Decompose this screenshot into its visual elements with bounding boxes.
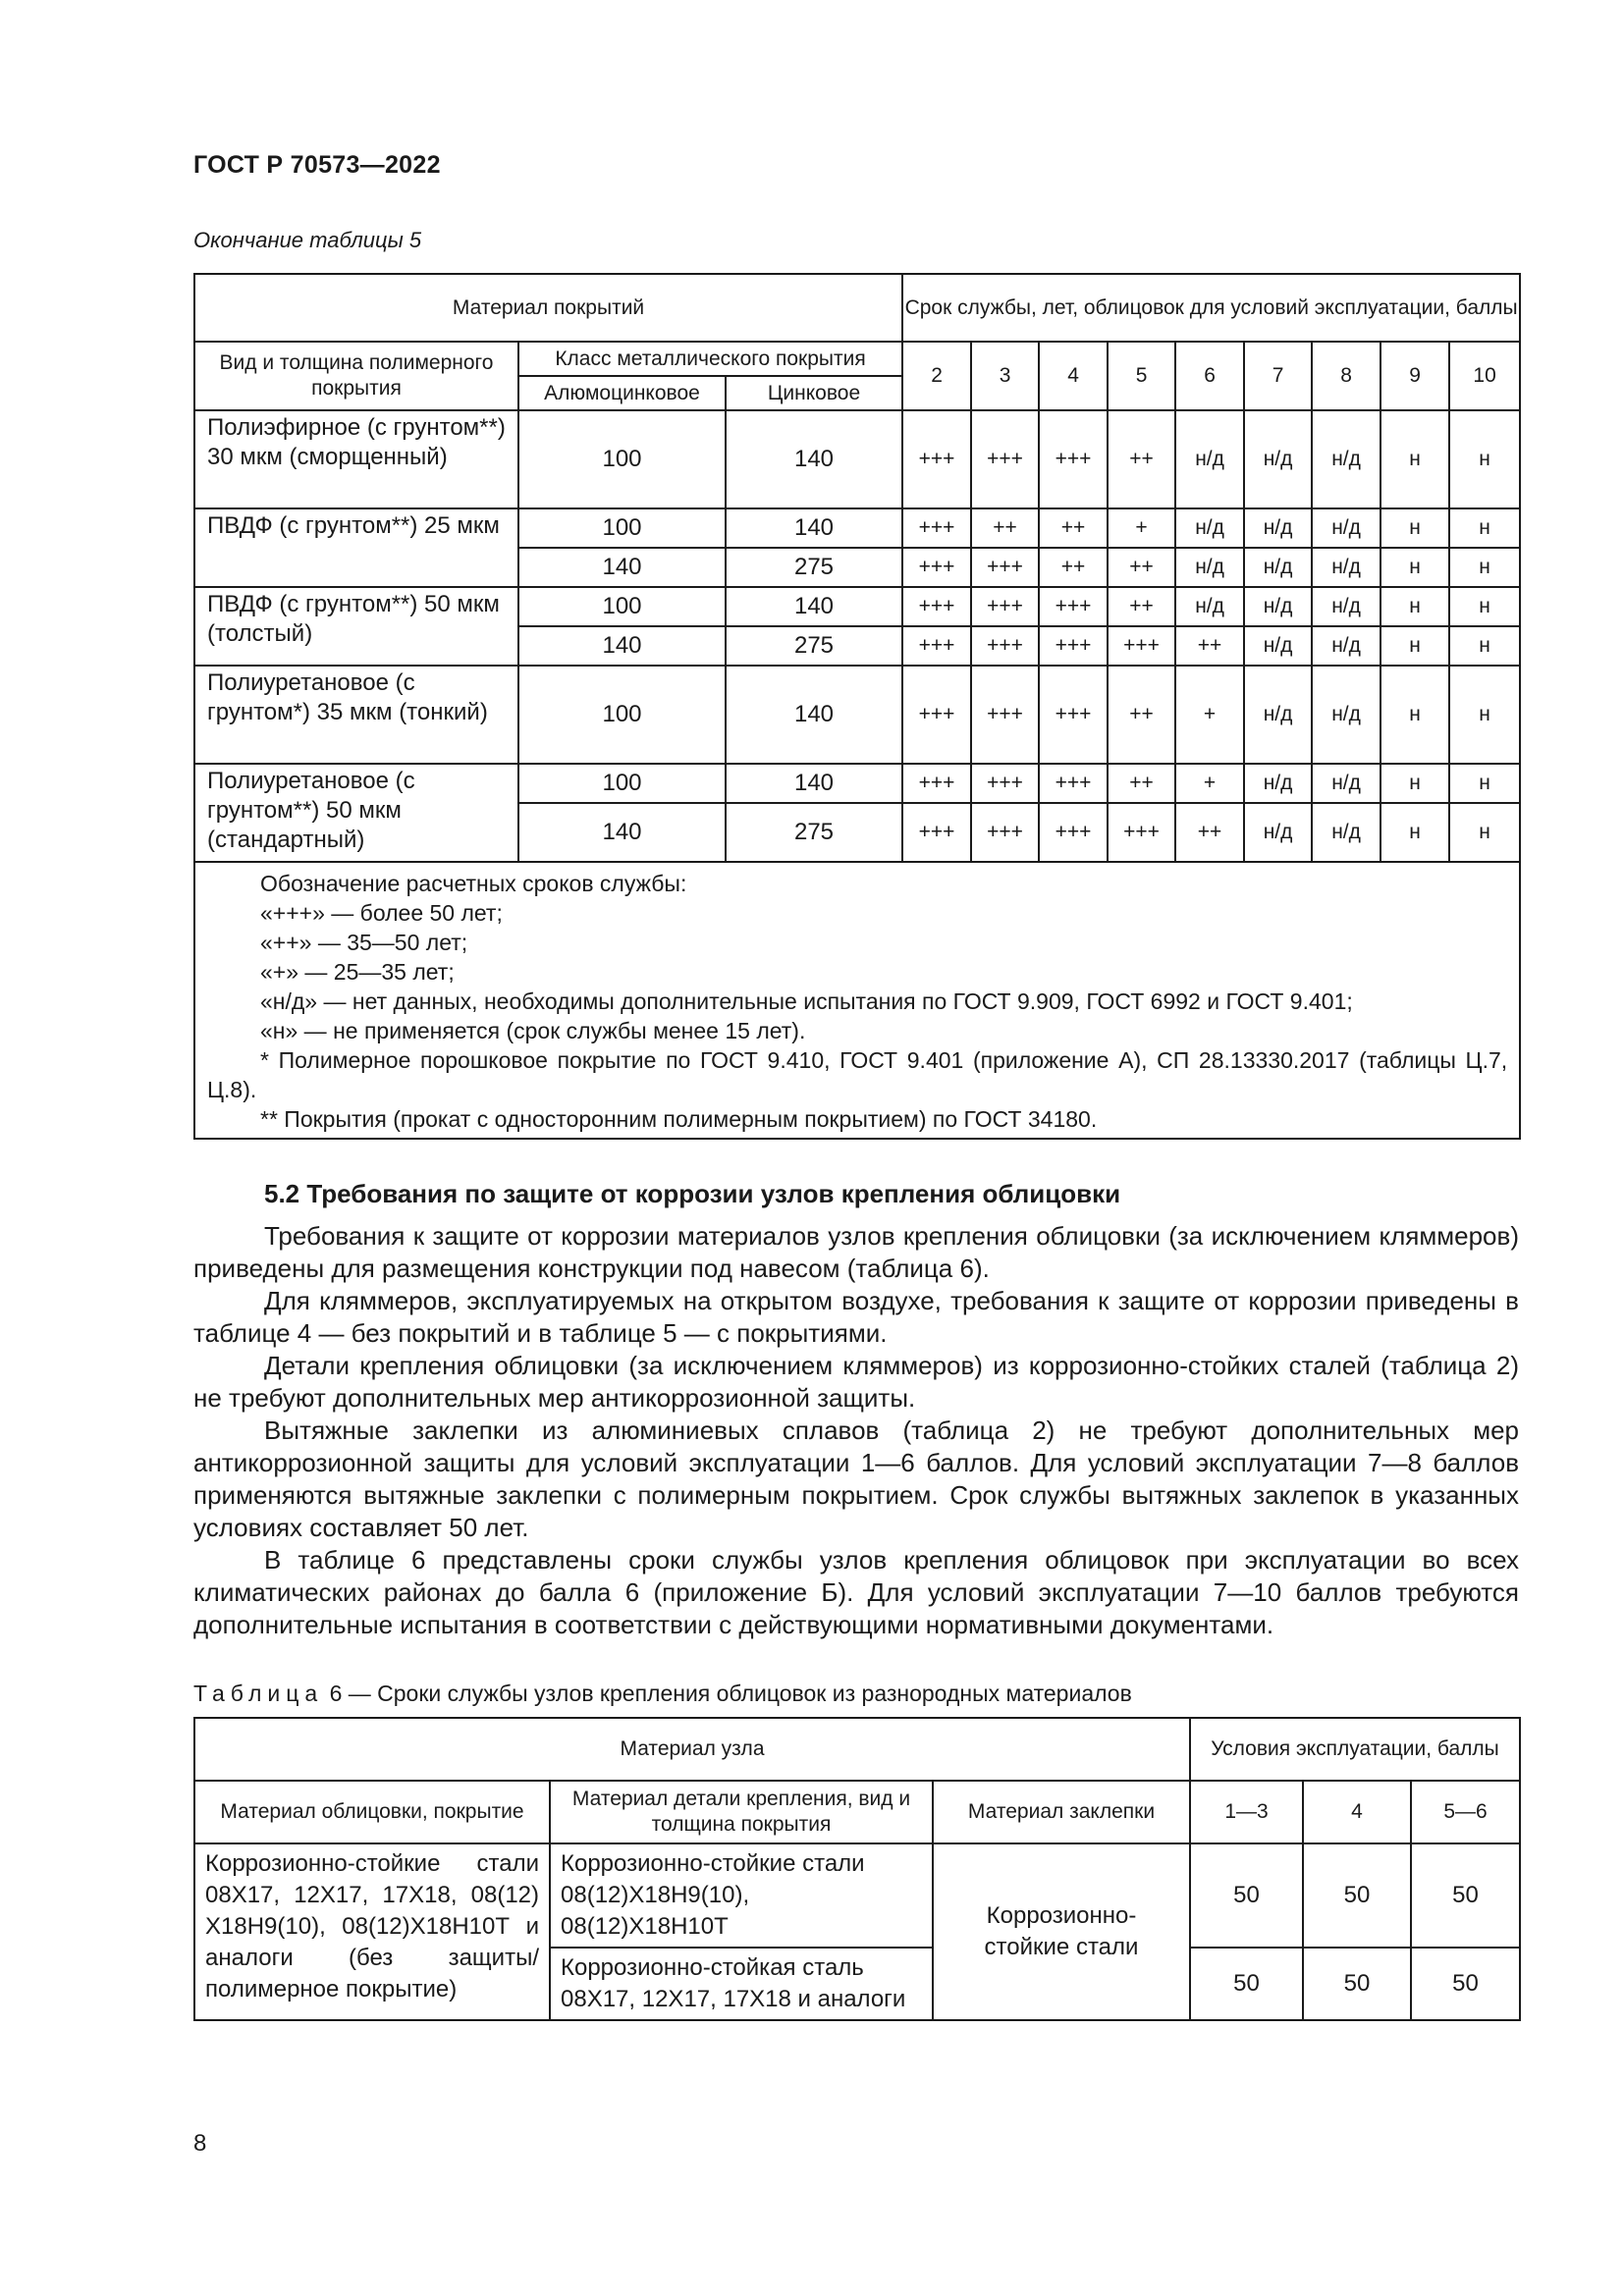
fastener-cell: Коррозионно-стойкие стали 08(12)Х18Н9(10), 08(12)Х18Н10Т	[550, 1843, 933, 1948]
note-line: «+» — 25—35 лет;	[260, 959, 455, 985]
value-cell: 50	[1411, 1948, 1520, 2020]
service-life-mark: н/д	[1244, 666, 1312, 764]
service-life-mark: н	[1449, 666, 1520, 764]
table-5	[193, 273, 1521, 1140]
service-life-mark: +++	[1108, 803, 1175, 862]
service-life-mark: н	[1380, 666, 1449, 764]
service-life-mark: н/д	[1312, 803, 1380, 862]
paragraph: Для кляммеров, эксплуатируемых на открытом воздухе, требования к защите от коррозии приведены в таблице 4 — без покрытий и в таблице 5 — с покрытиями.	[193, 1286, 1519, 1348]
note-line: * Полимерное порошковое покрытие по ГОСТ 9.410, ГОСТ 9.401 (приложение А), СП 28.13330.2017 (таблицы Ц.7, Ц.8).	[207, 1047, 1508, 1102]
section-heading: 5.2 Требования по защите от коррозии узлов крепления облицовки	[264, 1179, 1121, 1208]
service-life-mark: +	[1175, 666, 1244, 764]
service-life-mark: +++	[902, 508, 971, 548]
header-polymer-type: Вид и толщина полимерного покрытия	[194, 342, 518, 410]
table-notes	[194, 862, 1520, 1139]
service-life-mark: +++	[971, 666, 1039, 764]
fastener-cell: Коррозионно-стойкая сталь 08Х17, 12Х17, 17Х18 и аналоги	[550, 1948, 933, 2020]
service-life-mark: +++	[971, 587, 1039, 626]
table-6	[193, 1717, 1521, 2021]
service-life-mark: +	[1108, 508, 1175, 548]
value-cell: 50	[1190, 1948, 1303, 2020]
table-row	[194, 587, 1520, 626]
material-cell: Полиэфирное (с грунтом**) 30 мкм (сморщенный)	[194, 410, 518, 508]
section-body	[193, 1220, 1519, 1641]
service-life-mark: н/д	[1312, 764, 1380, 803]
service-life-mark: +++	[1039, 626, 1108, 666]
page-number: 8	[193, 2130, 207, 2157]
service-life-mark: +++	[971, 626, 1039, 666]
service-life-mark: +++	[1039, 803, 1108, 862]
zinc-value: 140	[726, 587, 902, 626]
service-life-mark: н	[1449, 626, 1520, 666]
value-cell: 50	[1303, 1843, 1411, 1948]
zinc-value: 140	[726, 508, 902, 548]
service-life-mark: ++	[971, 508, 1039, 548]
service-life-mark: н/д	[1312, 410, 1380, 508]
header-metal-class: Класс металлического покрытия	[518, 342, 902, 376]
header-material: Материал покрытий	[194, 274, 902, 342]
service-life-mark: +++	[1039, 587, 1108, 626]
note-line: «+++» — более 50 лет;	[260, 900, 503, 926]
service-life-mark: н	[1380, 626, 1449, 666]
zinc-value: 275	[726, 803, 902, 862]
service-life-mark: +++	[971, 548, 1039, 587]
header-fastener: Материал детали крепления, вид и толщина покрытия	[550, 1781, 933, 1843]
table-row	[194, 410, 1520, 508]
service-life-mark: +++	[902, 626, 971, 666]
alumozinc-value: 100	[518, 508, 726, 548]
paragraph: В таблице 6 представлены сроки службы узлов крепления облицовок при эксплуатации во всех климатических районах до балла 6 (приложение Б). Для условий эксплуатации 7—10 баллов требуются дополнительные испытания в соответствии с действующими нормативными документами.	[193, 1545, 1519, 1639]
service-life-mark: н/д	[1175, 410, 1244, 508]
header-grade: 4	[1303, 1781, 1411, 1843]
header-grade: 1—3	[1190, 1781, 1303, 1843]
document-header: ГОСТ Р 70573—2022	[193, 151, 441, 179]
service-life-mark: ++	[1108, 587, 1175, 626]
service-life-mark: н/д	[1244, 764, 1312, 803]
service-life-mark: н/д	[1244, 587, 1312, 626]
cladding-cell: Коррозионно-стойкие стали 08Х17, 12Х17, 17Х18, 08(12) Х18Н9(10), 08(12)Х18Н10Т и аналоги (без защиты/полимерное покрытие)	[194, 1843, 550, 2020]
service-life-mark: +++	[902, 587, 971, 626]
service-life-mark: ++	[1108, 764, 1175, 803]
service-life-mark: ++	[1108, 666, 1175, 764]
note-line: ** Покрытия (прокат с односторонним полимерным покрытием) по ГОСТ 34180.	[260, 1106, 1098, 1132]
table-6-caption	[193, 1681, 1132, 1707]
note-line: Обозначение расчетных сроков службы:	[260, 871, 687, 896]
service-life-mark: н	[1380, 803, 1449, 862]
service-life-mark: н	[1449, 803, 1520, 862]
header-alumozinc: Алюмоцинковое	[518, 376, 726, 410]
service-life-mark: +++	[971, 764, 1039, 803]
service-life-mark: н/д	[1244, 548, 1312, 587]
value-cell: 50	[1411, 1843, 1520, 1948]
service-life-mark: н/д	[1312, 548, 1380, 587]
service-life-mark: н	[1449, 764, 1520, 803]
service-life-mark: +++	[971, 803, 1039, 862]
service-life-mark: ++	[1039, 548, 1108, 587]
header-grade: 5—6	[1411, 1781, 1520, 1843]
value-cell: 50	[1190, 1843, 1303, 1948]
header-node-material: Материал узла	[194, 1718, 1190, 1781]
grade-header: 9	[1380, 342, 1449, 410]
note-line: «н/д» — нет данных, необходимы дополнительные испытания по ГОСТ 9.909, ГОСТ 6992 и ГОСТ 9.401;	[260, 988, 1353, 1014]
service-life-mark: +++	[1039, 764, 1108, 803]
rivet-cell: Коррозионно-стойкие стали	[933, 1843, 1190, 2020]
service-life-mark: н	[1449, 508, 1520, 548]
service-life-mark: ++	[1039, 508, 1108, 548]
service-life-mark: н	[1449, 410, 1520, 508]
service-life-mark: +++	[1108, 626, 1175, 666]
grade-header: 5	[1108, 342, 1175, 410]
zinc-value: 140	[726, 764, 902, 803]
service-life-mark: +++	[971, 410, 1039, 508]
service-life-mark: н	[1449, 587, 1520, 626]
table-continuation-label: Окончание таблицы 5	[193, 228, 422, 252]
zinc-value: 140	[726, 410, 902, 508]
service-life-mark: ++	[1108, 410, 1175, 508]
header-zinc: Цинковое	[726, 376, 902, 410]
table-row	[194, 508, 1520, 548]
service-life-mark: н/д	[1175, 548, 1244, 587]
table-row	[194, 666, 1520, 764]
note-line: «н» — не применяется (срок службы менее 15 лет).	[260, 1018, 806, 1043]
service-life-mark: н/д	[1175, 587, 1244, 626]
service-life-mark: н/д	[1244, 626, 1312, 666]
service-life-mark: н	[1449, 548, 1520, 587]
service-life-mark: +++	[1039, 666, 1108, 764]
service-life-mark: н/д	[1312, 508, 1380, 548]
paragraph: Требования к защите от коррозии материалов узлов крепления облицовки (за исключением кляммеров) приведены для размещения конструкции под навесом (таблица 6).	[193, 1221, 1519, 1283]
material-cell: Полиуретановое (с грунтом**) 50 мкм (стандартный)	[194, 764, 518, 862]
service-life-mark: ++	[1175, 803, 1244, 862]
paragraph: Вытяжные заклепки из алюминиевых сплавов (таблица 2) не требуют дополнительных мер антикоррозионной защиты для условий эксплуатации 1—6 баллов. Для условий эксплуатации 7—8 баллов применяются вытяжные заклепки с полимерным покрытием. Срок службы вытяжных заклепок в указанных условиях составляет 50 лет.	[193, 1415, 1519, 1542]
note-line: «++» — 35—50 лет;	[260, 930, 468, 955]
caption-text: 6 — Сроки службы узлов крепления облицовок из разнородных материалов	[323, 1681, 1132, 1706]
grade-header: 7	[1244, 342, 1312, 410]
value-cell: 50	[1303, 1948, 1411, 2020]
service-life-mark: н/д	[1244, 508, 1312, 548]
service-life-mark: н	[1380, 508, 1449, 548]
service-life-mark: н/д	[1244, 410, 1312, 508]
alumozinc-value: 140	[518, 803, 726, 862]
zinc-value: 275	[726, 548, 902, 587]
alumozinc-value: 140	[518, 548, 726, 587]
material-cell: ПВДФ (с грунтом**) 25 мкм	[194, 508, 518, 587]
grade-header: 8	[1312, 342, 1380, 410]
table-row	[194, 764, 1520, 803]
service-life-mark: н/д	[1244, 803, 1312, 862]
service-life-mark: н	[1380, 410, 1449, 508]
header-cladding: Материал облицовки, покрытие	[194, 1781, 550, 1843]
alumozinc-value: 100	[518, 764, 726, 803]
service-life-mark: н/д	[1312, 587, 1380, 626]
service-life-mark: н/д	[1175, 508, 1244, 548]
service-life-mark: +	[1175, 764, 1244, 803]
service-life-mark: +++	[902, 666, 971, 764]
header-conditions: Условия эксплуатации, баллы	[1190, 1718, 1520, 1781]
zinc-value: 140	[726, 666, 902, 764]
paragraph: Детали крепления облицовки (за исключением кляммеров) из коррозионно-стойких сталей (таблица 2) не требуют дополнительных мер антикоррозионной защиты.	[193, 1351, 1519, 1413]
alumozinc-value: 140	[518, 626, 726, 666]
service-life-mark: н	[1380, 764, 1449, 803]
service-life-mark: н/д	[1312, 626, 1380, 666]
service-life-mark: +++	[902, 764, 971, 803]
material-cell: Полиуретановое (с грунтом*) 35 мкм (тонкий)	[194, 666, 518, 764]
service-life-mark: +++	[902, 548, 971, 587]
caption-word: Таблица	[193, 1681, 324, 1706]
header-rivet: Материал заклепки	[933, 1781, 1190, 1843]
grade-header: 4	[1039, 342, 1108, 410]
grade-header: 6	[1175, 342, 1244, 410]
grade-header: 2	[902, 342, 971, 410]
service-life-mark: н/д	[1312, 666, 1380, 764]
material-cell: ПВДФ (с грунтом**) 50 мкм (толстый)	[194, 587, 518, 666]
service-life-mark: н	[1380, 587, 1449, 626]
grade-header: 3	[971, 342, 1039, 410]
alumozinc-value: 100	[518, 587, 726, 626]
service-life-mark: ++	[1175, 626, 1244, 666]
table-row	[194, 1843, 1520, 1948]
zinc-value: 275	[726, 626, 902, 666]
header-service-life: Срок службы, лет, облицовок для условий эксплуатации, баллы	[902, 274, 1520, 342]
service-life-mark: н	[1380, 548, 1449, 587]
alumozinc-value: 100	[518, 410, 726, 508]
grade-header: 10	[1449, 342, 1520, 410]
service-life-mark: +++	[1039, 410, 1108, 508]
service-life-mark: ++	[1108, 548, 1175, 587]
service-life-mark: +++	[902, 803, 971, 862]
alumozinc-value: 100	[518, 666, 726, 764]
service-life-mark: +++	[902, 410, 971, 508]
